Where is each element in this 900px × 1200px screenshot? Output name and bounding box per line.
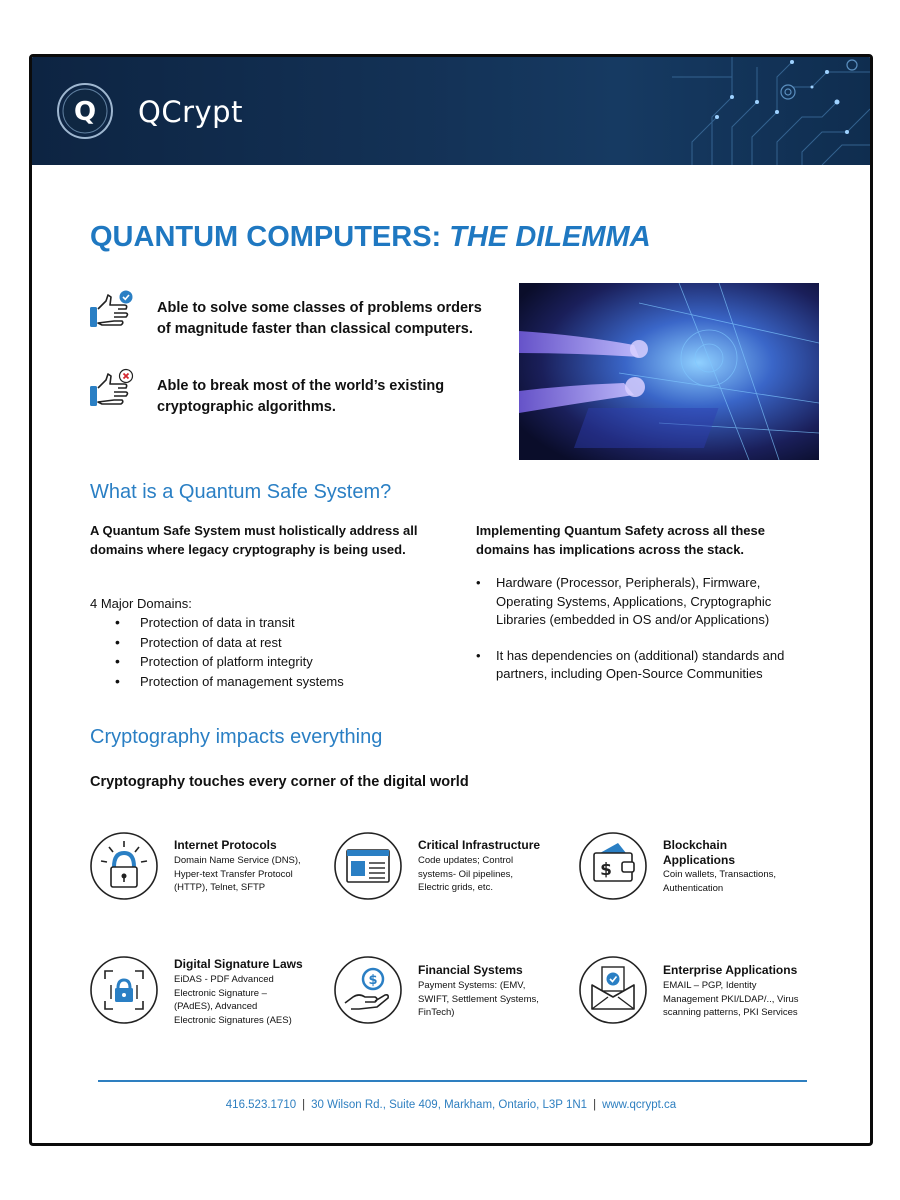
list-item: • Protection of management systems	[90, 672, 430, 692]
thumbs-up-check-icon	[88, 289, 136, 333]
hand-coin-icon	[333, 955, 403, 1025]
brand-name: QCrypt	[138, 95, 243, 129]
tile-title: Financial Systems	[418, 963, 523, 977]
list-item: • Protection of data at rest	[90, 633, 430, 653]
page-frame	[29, 54, 873, 1146]
quantum-safe-intro: A Quantum Safe System must holistically address all domains where legacy cryptography is being used.	[90, 523, 418, 557]
list-item: • Protection of platform integrity	[90, 652, 430, 672]
svg-text:$: $	[368, 973, 378, 988]
tile-desc: EiDAS - PDF Advanced Electronic Signature – (PAdES), Advanced Electronic Signatures (AES)	[174, 974, 292, 1026]
domains-label: 4 Major Domains:	[90, 596, 192, 611]
list-item: • Hardware (Processor, Peripherals), Firmware, Operating Systems, Applications, Cryptographic Libraries (embedded in OS and/or Applications)	[476, 574, 811, 630]
footer-separator: |	[302, 1099, 306, 1111]
implications-list	[476, 574, 811, 701]
point-break: Able to break most of the world’s existing cryptographic algorithms.	[157, 378, 445, 415]
page-title	[90, 221, 651, 254]
tile-desc: Coin wallets, Transactions, Authentication	[663, 869, 776, 894]
scan-lock-icon	[89, 955, 159, 1025]
footer-separator: |	[593, 1099, 597, 1111]
tile-desc: Domain Name Service (DNS), Hyper-text Transfer Protocol (HTTP), Telnet, SFTP	[174, 855, 301, 893]
lock-alarm-icon	[89, 831, 159, 901]
quantum-safe-heading: What is a Quantum Safe System?	[90, 481, 392, 503]
qcrypt-logo-icon	[56, 82, 114, 140]
footer-address: 30 Wilson Rd., Suite 409, Markham, Ontario, L3P 1N1	[311, 1099, 588, 1111]
point-fast: Able to solve some classes of problems orders of magnitude faster than classical computers.	[157, 300, 482, 337]
list-item: • It has dependencies on (additional) standards and partners, including Open-Source Communities	[476, 647, 811, 684]
wallet-icon	[578, 831, 648, 901]
crypto-heading: Cryptography impacts everything	[90, 726, 383, 748]
tile-desc: Code updates; Control systems- Oil pipelines, Electric grids, etc.	[418, 855, 514, 893]
logo-letter: Q	[73, 97, 97, 127]
crypto-subheading: Cryptography touches every corner of the digital world	[90, 774, 469, 790]
tile-title: Critical Infrastructure	[418, 838, 541, 852]
tile-title: Blockchain Applications	[663, 838, 736, 867]
tile-title: Internet Protocols	[174, 838, 277, 852]
list-item: • Protection of data in transit	[90, 613, 430, 633]
tile-desc: EMAIL – PGP, Identity Management PKI/LDAP/.., Virus scanning patterns, PKI Services	[663, 980, 799, 1018]
implementation-intro: Implementing Quantum Safety across all these domains has implications across the stack.	[476, 523, 765, 557]
quantum-hands-photo	[519, 283, 819, 460]
envelope-check-icon	[578, 955, 648, 1025]
footer-website-link[interactable]: www.qcrypt.ca	[602, 1099, 677, 1111]
tile-desc: Payment Systems: (EMV, SWIFT, Settlement Systems, FinTech)	[418, 980, 539, 1018]
footer	[32, 1099, 870, 1111]
tile-title: Digital Signature Laws	[174, 957, 303, 971]
title-main: QUANTUM COMPUTERS:	[90, 221, 450, 253]
title-emphasis: THE DILEMMA	[449, 221, 651, 253]
header-banner	[32, 57, 870, 165]
svg-text:$: $	[600, 860, 612, 880]
footer-divider	[98, 1080, 807, 1082]
footer-phone[interactable]: 416.523.1710	[225, 1099, 297, 1111]
domains-list	[90, 613, 430, 691]
thumbs-up-x-icon	[88, 368, 136, 412]
browser-tools-icon	[333, 831, 403, 901]
tile-title: Enterprise Applications	[663, 963, 798, 977]
